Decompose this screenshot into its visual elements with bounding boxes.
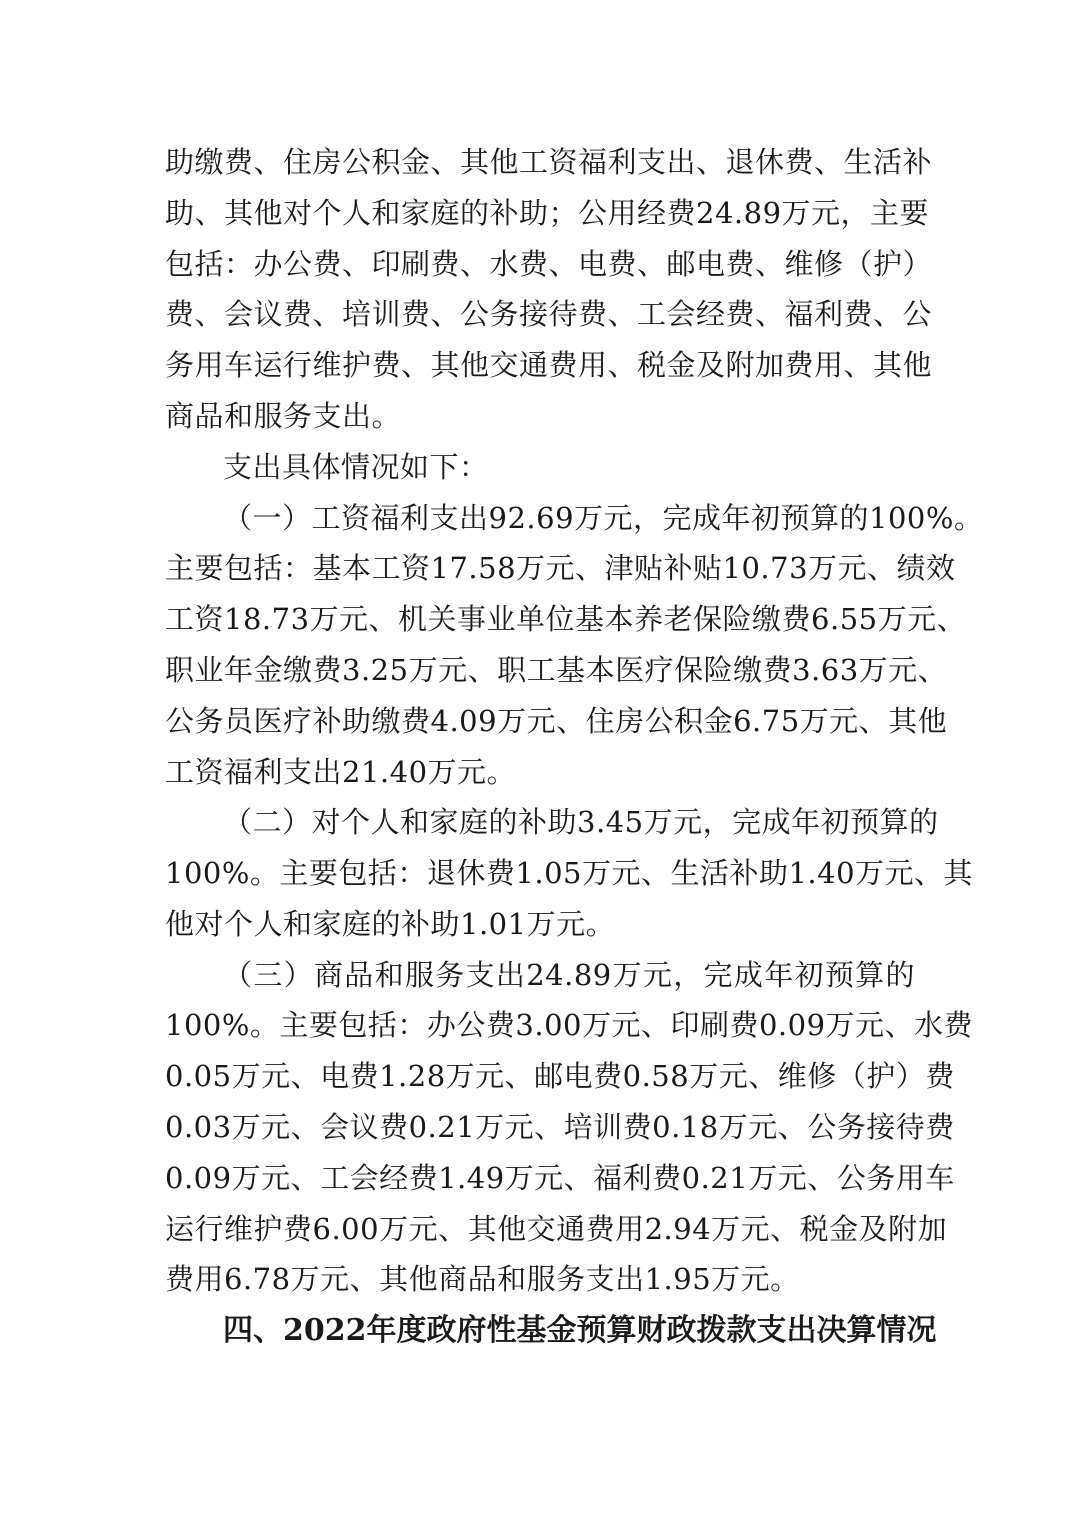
- text-line-16: 他对个人和家庭的补助1.01万元。: [165, 907, 616, 941]
- text-line-6: 商品和服务支出。: [165, 399, 402, 433]
- text-line-10: 工资18.73万元、机关事业单位基本养老保险缴费6.55万元、: [165, 602, 967, 636]
- text-line-11: 职业年金缴费3.25万元、职工基本医疗保险缴费3.63万元、: [165, 653, 948, 687]
- text-line-3: 包括：办公费、印刷费、水费、电费、邮电费、维修（护）: [165, 247, 933, 281]
- text-line-23: 费用6.78万元、其他商品和服务支出1.95万元。: [165, 1262, 800, 1296]
- text-line-21: 0.09万元、工会经费1.49万元、福利费0.21万元、公务用车: [165, 1161, 955, 1195]
- text-line-13: 工资福利支出21.40万元。: [165, 755, 517, 789]
- text-line-19: 0.05万元、电费1.28万元、邮电费0.58万元、维修（护）费: [165, 1059, 955, 1093]
- text-line-20: 0.03万元、会议费0.21万元、培训费0.18万元、公务接待费: [165, 1110, 955, 1144]
- text-line-18: 100%。主要包括：办公费3.00万元、印刷费0.09万元、水费: [165, 1008, 974, 1042]
- text-line-2: 助、其他对个人和家庭的补助；公用经费24.89万元，主要: [165, 196, 930, 230]
- section-heading: 四、2022年度政府性基金预算财政拨款支出决算情况: [223, 1313, 937, 1348]
- text-line-9: 主要包括：基本工资17.58万元、津贴补贴10.73万元、绩效: [165, 551, 956, 585]
- text-line-17: （三）商品和服务支出24.89万元，完成年初预算的: [223, 958, 915, 992]
- text-line-15: 100%。主要包括：退休费1.05万元、生活补助1.40万元、其: [165, 856, 974, 890]
- text-line-7: 支出具体情况如下：: [223, 450, 489, 484]
- text-line-5: 务用车运行维护费、其他交通费用、税金及附加费用、其他: [165, 348, 933, 382]
- text-line-4: 费、会议费、培训费、公务接待费、工会经费、福利费、公: [165, 297, 933, 331]
- text-line-1: 助缴费、住房公积金、其他工资福利支出、退休费、生活补: [165, 145, 933, 179]
- text-line-8: （一）工资福利支出92.69万元，完成年初预算的100%。: [223, 501, 984, 535]
- text-line-22: 运行维护费6.00万元、其他交通费用2.94万元、税金及附加: [165, 1212, 948, 1246]
- text-line-14: （二）对个人和家庭的补助3.45万元，完成年初预算的: [223, 805, 939, 839]
- text-line-12: 公务员医疗补助缴费4.09万元、住房公积金6.75万元、其他: [165, 704, 948, 738]
